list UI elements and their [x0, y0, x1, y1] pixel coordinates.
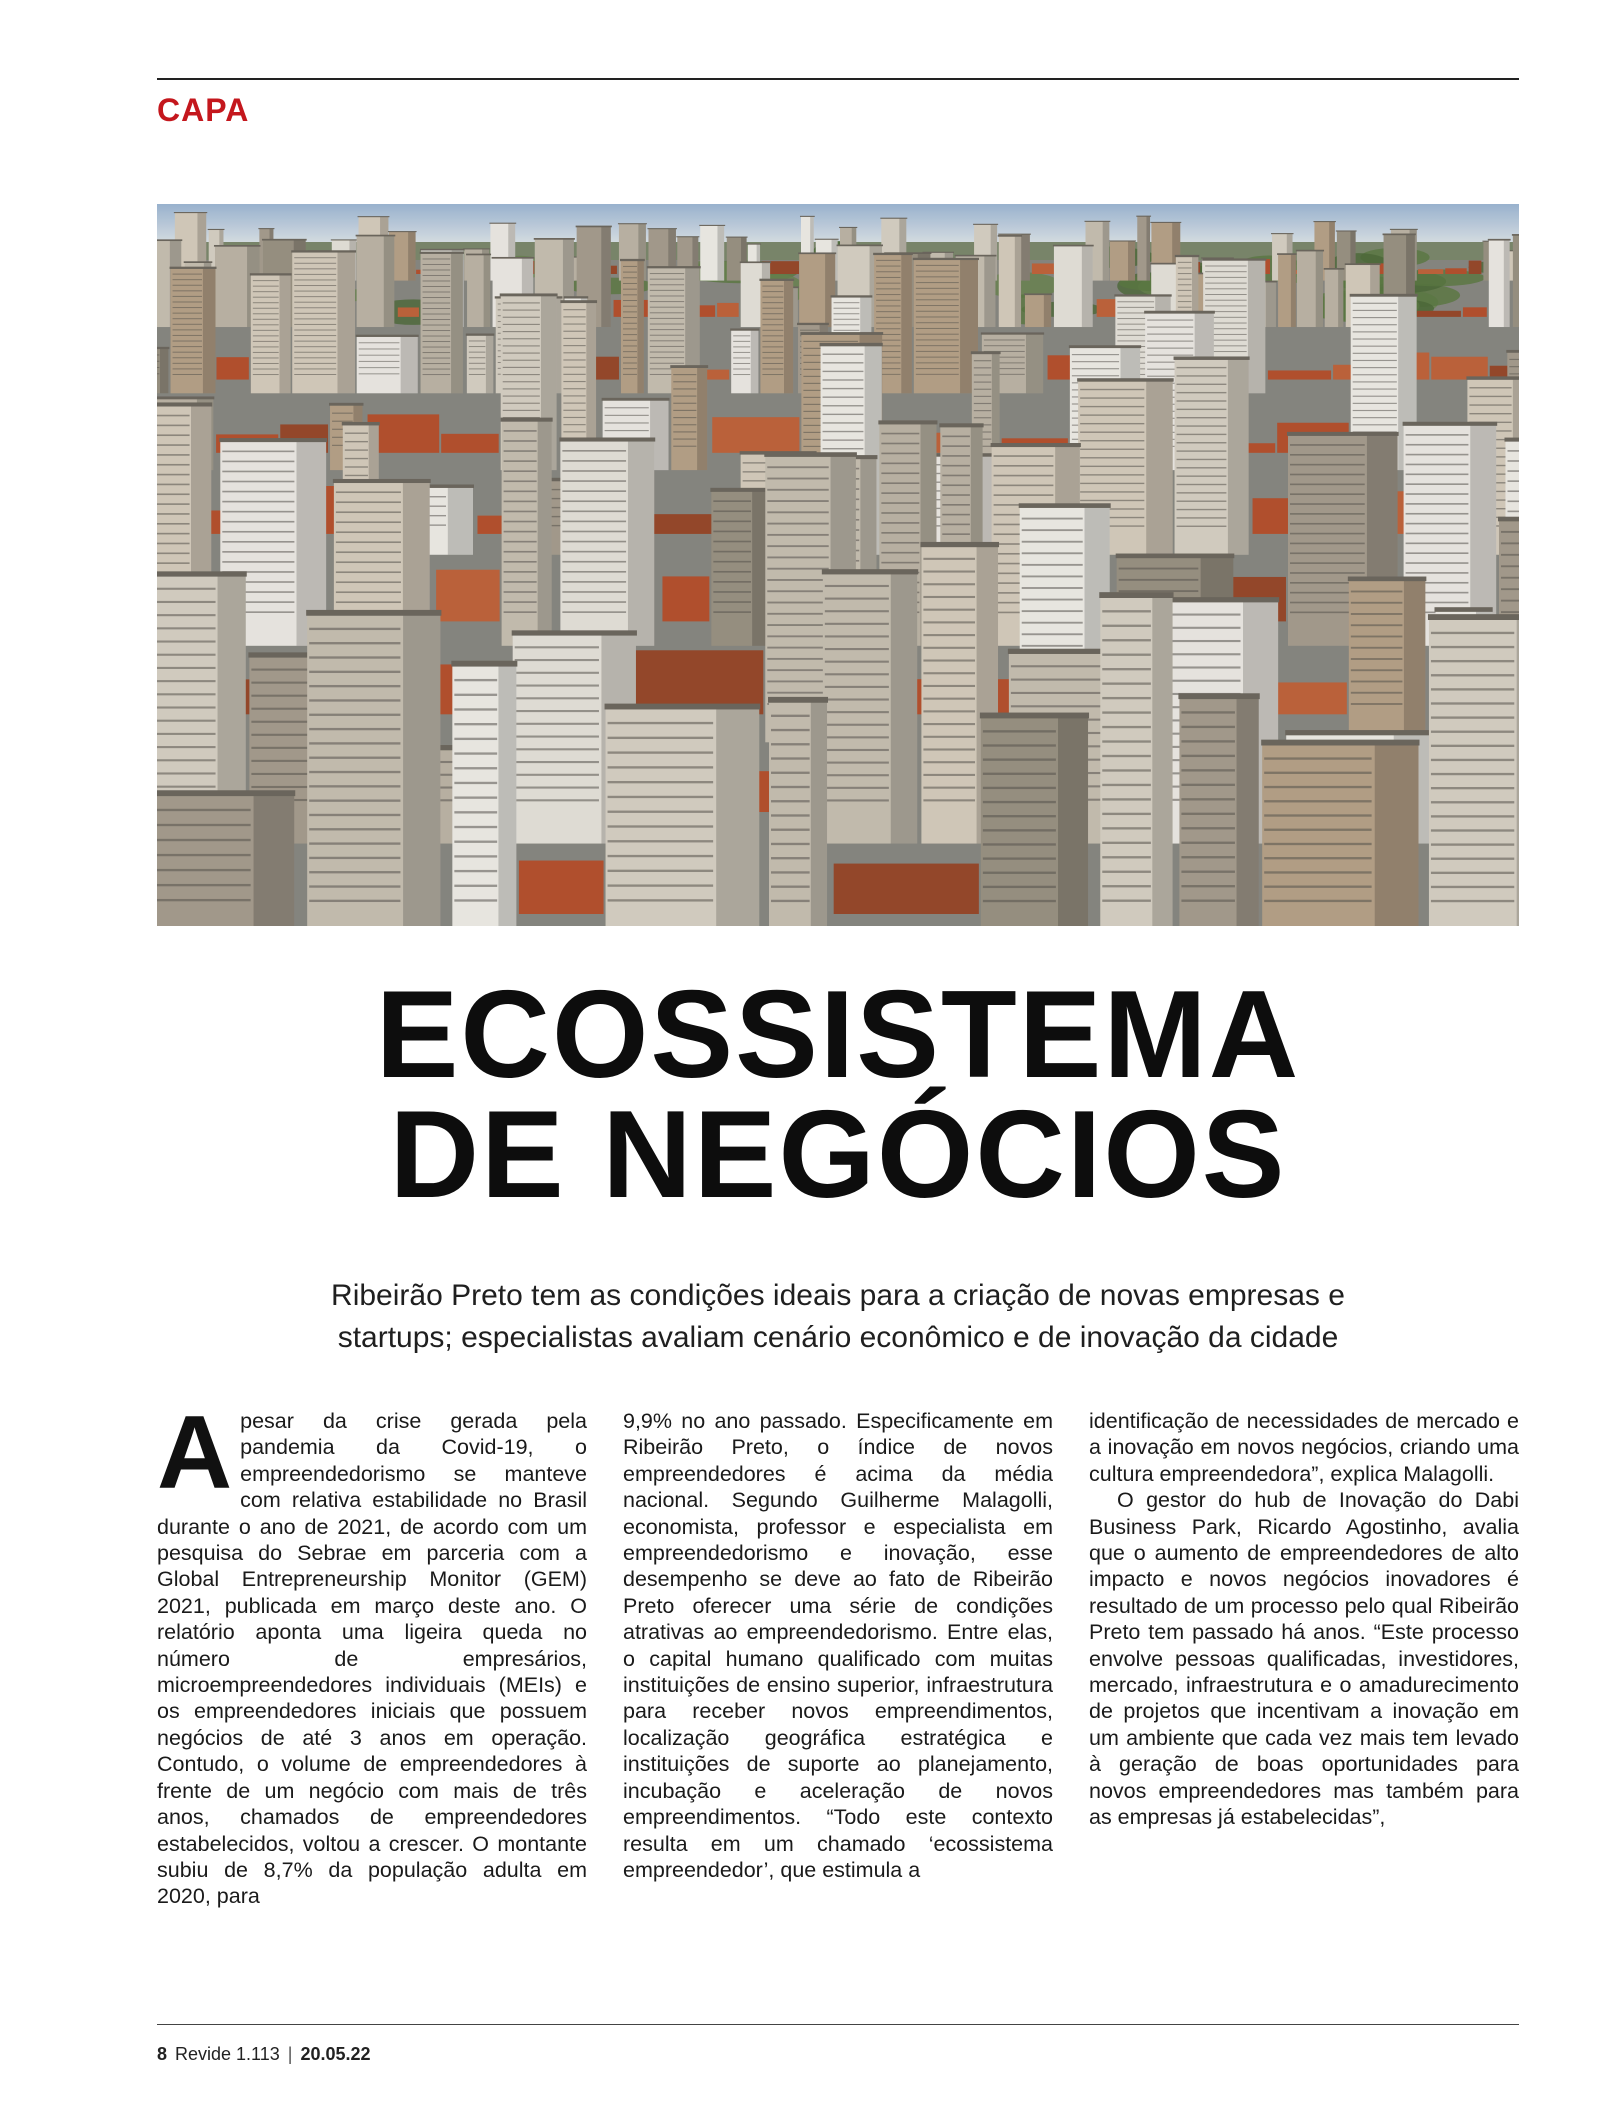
article-column-1: [157, 1395, 587, 1910]
subtitle-line-1: Ribeirão Preto tem as condições ideais para a criação de novas empresas e: [331, 1279, 1345, 1312]
footer-separator: |: [287, 2044, 293, 2064]
headline: [157, 966, 1519, 1224]
page-footer: [157, 2044, 371, 2065]
column-2-text: 9,9% no ano passado. Especificamente em Ribeirão Preto, o índice de novos empreendedores é acima da média nacional. Segundo Guilherme Malagolli, economista, professor e especialista em empreendedorismo e inovação, esse desempenho se deve ao fato de Ribeirão Preto oferecer uma série de condições atrativas ao empreendedorismo. Entre elas, o capital humano qualificado com muitas instituições de ensino superior, infraestrutura para receber novos empreendimentos, localização geográfica estratégica e instituições de suporte ao planejamento, incubação e aceleração de novos empreendimentos. “Todo este contexto resulta em um chamado ‘ecossistema empreendedor’, que estimula a: [623, 1409, 1053, 1882]
headline-line-1: ECOSSISTEMA: [375, 966, 1301, 1104]
subtitle-line-2: startups; especialistas avaliam cenário econômico e de inovação da cidade: [337, 1321, 1339, 1354]
page-number: 8: [157, 2044, 168, 2064]
section-label: CAPA: [157, 92, 250, 128]
issue-date: 20.05.22: [300, 2044, 371, 2064]
column-3-paragraph-1: identificação de necessidades de mercado e a inovação em novos negócios, criando uma cultura empreendedora”, explica Malagolli.: [1089, 1409, 1519, 1486]
column-1-text: pesar da crise gerada pela pandemia da Covid-19, o empreendedorismo se manteve com relativa estabilidade no Brasil durante o ano de 2021, de acordo com um pesquisa do Sebrae em parceria com a Global Entrepreneurship Monitor (GEM) 2021, publicada em março deste ano. O relatório aponta uma ligeira queda no número de empresários, microempreendedores individuais (MEIs) e os empreendedores iniciais que possuem negócios de até 3 anos em operação. Contudo, o volume de empreendedores à frente de um negócio com mais de três anos, chamados de empreendedores estabelecidos, voltou a crescer. O montante subiu de 8,7% da população adulta em 2020, para: [157, 1409, 587, 1909]
article-column-3: [1089, 1408, 1519, 1831]
article-column-2: [623, 1408, 1053, 1883]
column-3-paragraph-2: O gestor do hub de Inovação do Dabi Business Park, Ricardo Agostinho, avalia que o aumento de empreendedores de alto impacto e novos negócios inovadores é resultado de um processo pelo qual Ribeirão Preto tem passado há anos. “Este processo envolve pessoas qualificadas, investidores, mercado, infraestrutura e o amadurecimento de projetos que incentivam a inovação em um ambiente que cada vez mais tem levado à geração de boas oportunidades para novos empreendedores mas também para as empresas já estabelecidas”,: [1089, 1488, 1519, 1830]
city-skyline-photo: [157, 204, 1519, 926]
top-rule: [157, 78, 1519, 80]
magazine-issue: Revide 1.113: [175, 2044, 280, 2064]
drop-cap: A: [157, 1395, 233, 1511]
cityscape-illustration: [157, 204, 1519, 926]
article-paragraph: [157, 1395, 587, 1910]
subtitle: [157, 1275, 1519, 1359]
footer-rule: [157, 2024, 1519, 2025]
headline-line-2: DE NEGÓCIOS: [389, 1086, 1287, 1224]
